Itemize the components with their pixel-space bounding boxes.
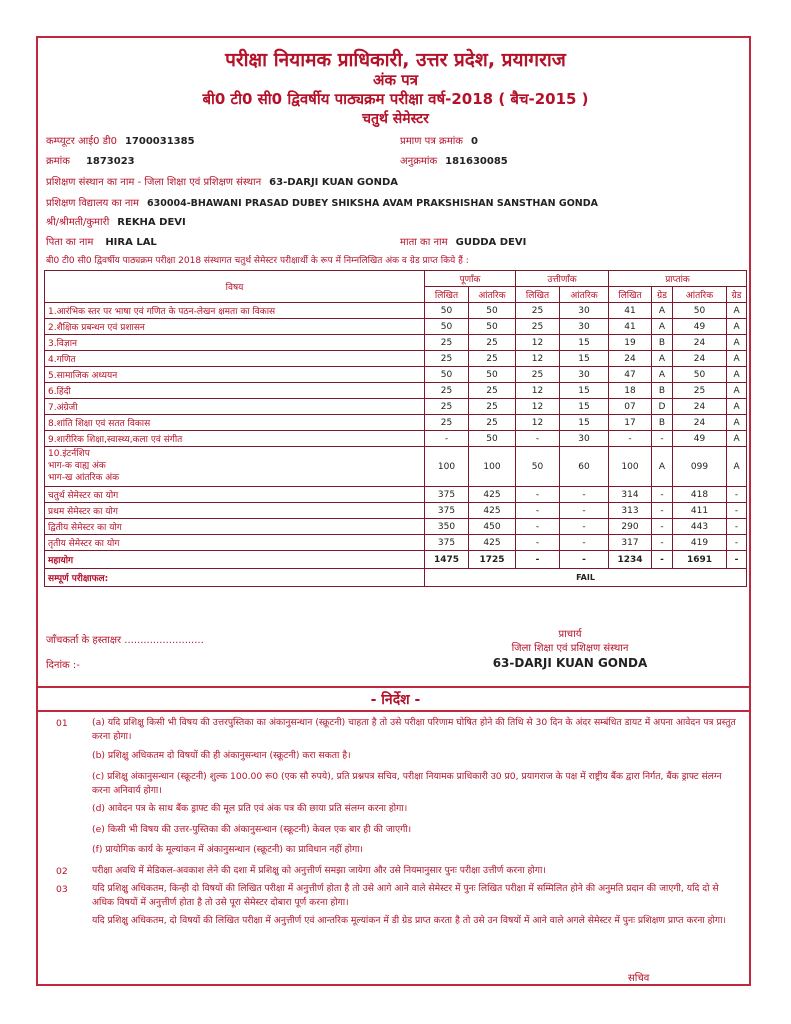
internship-subject: [45, 447, 425, 487]
mother-label: माता का नाम: [400, 237, 448, 248]
obtained-written: 313: [609, 503, 652, 519]
semester-total-label: द्वितीय सेमेस्टर का योग: [45, 519, 425, 535]
pass-written: 12: [516, 415, 560, 431]
name-value: REKHA DEVI: [117, 217, 186, 228]
internal-grade: A: [727, 399, 747, 415]
pass-internal: -: [560, 519, 609, 535]
instruction-2: परीक्षा अवधि में मेडिकल-अवकाश लेने की दशा में प्रशिक्षु को अनुत्तीर्ण समझा जायेगा और उसे नियमानुसार पुनः परीक्षा उत्तीर्ण करना होगा।: [92, 865, 546, 876]
date-label: दिनांक :-: [46, 660, 80, 671]
pass-written: 25: [516, 303, 560, 319]
obtained-internal-grade-header: ग्रेड: [727, 287, 747, 303]
pass-written: 12: [516, 383, 560, 399]
semester-total-row: [45, 503, 747, 519]
pass-written: -: [516, 431, 560, 447]
table-row: [45, 431, 747, 447]
subject-header: विषय: [45, 271, 425, 303]
pass-written: 25: [516, 367, 560, 383]
obtained-internal-header: आंतरिक: [673, 287, 727, 303]
instruction-1a: (a) यदि प्रशिक्षु किसी भी विषय की उत्तरपुस्तिका का अंकानुसन्धान (स्क्रूटनी) चाहता है तो उसे परीक्षा परिणाम घोषित होने की तिथि से 30 दिन के अंदर सम्बंधित डायट में अपना आवेदन पत्र प्रस्तुत करना होगा।: [92, 717, 736, 742]
full-internal: 25: [469, 415, 516, 431]
full-internal: 50: [469, 319, 516, 335]
authority-title: परीक्षा नियामक प्राधिकारी, उत्तर प्रदेश, प्रयागराज: [225, 49, 566, 71]
instruction-1c: (c) प्रशिक्षु अंकानुसन्धान (स्क्रूटनी) शुल्क 100.00 रू0 (एक सौ रुपये), प्रति प्रश्नपत्र सचिव, परीक्षा नियामक प्राधिकारी उ0 प्र0, प्रयागराज के पक्ष में राष्ट्रीय बैंक द्वारा निर्गत, बैंक ड्राफ्ट संलग्न करना अनिवार्य होगा।: [92, 771, 722, 796]
full-internal: 25: [469, 399, 516, 415]
pass-internal: 15: [560, 351, 609, 367]
internal-grade: A: [727, 335, 747, 351]
full-written: 25: [425, 383, 469, 399]
pass-internal: -: [560, 535, 609, 551]
full-internal: 25: [469, 383, 516, 399]
subject-name: 4.गणित: [45, 351, 425, 367]
subject-name: 5.सामाजिक अध्ययन: [45, 367, 425, 383]
name-label: श्री/श्रीमती/कुमारी: [46, 217, 110, 228]
table-row: [45, 351, 747, 367]
table-row: [45, 303, 747, 319]
table-row: [45, 399, 747, 415]
instruction-1d: (d) आवेदन पत्र के साथ बैंक ड्राफ्ट की मूल प्रति एवं अंक पत्र की छाया प्रति संलग्न करना होगा।: [92, 803, 408, 814]
table-row: [45, 415, 747, 431]
full-written: 25: [425, 335, 469, 351]
obtained-marks-header: प्राप्तांक: [609, 271, 747, 287]
written-grade: -: [652, 487, 673, 503]
result-label: सम्पूर्ण परीक्षाफल:: [45, 569, 425, 587]
pass-written: -: [516, 503, 560, 519]
internship-part-b: भाग-ख आंतरिक अंक: [48, 473, 120, 483]
internal-grade: A: [727, 383, 747, 399]
obtained-written: 100: [609, 447, 652, 487]
subject-name: 6.हिंदी: [45, 383, 425, 399]
semester-total-row: [45, 519, 747, 535]
pass-internal: -: [560, 503, 609, 519]
instruction-number-02: 02: [56, 866, 68, 877]
obtained-internal: 1691: [673, 551, 727, 569]
full-internal: 25: [469, 351, 516, 367]
pass-internal: 60: [560, 447, 609, 487]
instruction-1b: (b) प्रशिक्षु अधिकतम दो विषयों की ही अंकानुसन्धान (स्क्रूटनी) करा सकता है।: [92, 750, 351, 761]
full-written: 350: [425, 519, 469, 535]
written-grade: B: [652, 383, 673, 399]
internal-grade: A: [727, 415, 747, 431]
instruction-1f: (f) प्रायोगिक कार्य के मूल्यांकन में अंकानुसन्धान (स्क्रूटनी) का प्राविधान नहीं होगा।: [92, 844, 363, 855]
obtained-written-grade-header: ग्रेड: [652, 287, 673, 303]
table-row: [45, 383, 747, 399]
full-written: 25: [425, 351, 469, 367]
institute-value: 63-DARJI KUAN GONDA: [269, 177, 398, 188]
written-grade: -: [652, 431, 673, 447]
full-internal-header: आंतरिक: [469, 287, 516, 303]
pass-internal: 30: [560, 303, 609, 319]
subject-name: 8.शांति शिक्षा एवं सतत विकास: [45, 415, 425, 431]
mother-value: GUDDA DEVI: [455, 237, 527, 248]
instruction-number-01: 01: [56, 718, 68, 729]
secretary-label: सचिव: [628, 973, 650, 984]
roll-value: 181630085: [445, 156, 508, 167]
pass-written-header: लिखित: [516, 287, 560, 303]
computer-id-value: 1700031385: [124, 136, 195, 147]
obtained-written-header: लिखित: [609, 287, 652, 303]
pass-written: -: [516, 487, 560, 503]
checker-signature: जाँचकर्ता के हस्ताक्षर .........................: [46, 635, 204, 646]
full-written: 25: [425, 399, 469, 415]
subject-name: 9.शारीरिक शिक्षा,स्वास्थ्य,कला एवं संगीत: [45, 431, 425, 447]
obtained-internal: 50: [673, 303, 727, 319]
full-written: 1475: [425, 551, 469, 569]
internal-grade: A: [727, 447, 747, 487]
name-field: [46, 214, 186, 228]
pass-internal-header: आंतरिक: [560, 287, 609, 303]
obtained-internal: 24: [673, 415, 727, 431]
internal-grade: -: [727, 519, 747, 535]
semester-total-label: प्रथम सेमेस्टर का योग: [45, 503, 425, 519]
obtained-internal: 24: [673, 351, 727, 367]
full-internal: 1725: [469, 551, 516, 569]
obtained-written: 1234: [609, 551, 652, 569]
obtained-written: -: [609, 431, 652, 447]
full-internal: 100: [469, 447, 516, 487]
institute-field: [46, 174, 398, 188]
written-grade: -: [652, 519, 673, 535]
father-value: HIRA LAL: [105, 237, 157, 248]
full-internal: 25: [469, 335, 516, 351]
serial-value: 1873023: [85, 156, 135, 167]
pass-internal: 30: [560, 431, 609, 447]
pass-internal: -: [560, 551, 609, 569]
full-written: 375: [425, 487, 469, 503]
pass-marks-header: उत्तीर्णांक: [516, 271, 609, 287]
father-label: पिता का नाम: [46, 237, 94, 248]
full-written: 50: [425, 319, 469, 335]
full-written: 25: [425, 415, 469, 431]
semester-total-row: [45, 535, 747, 551]
result-statement: बी0 टी0 सी0 द्विवर्षीय पाठ्यक्रम परीक्षा 2018 संस्थागत चतुर्थ सेमेस्टर परीक्षार्थी के रूप में निम्नलिखित अंक व ग्रेड प्राप्त किये हैं :: [46, 256, 469, 266]
college-field: [46, 195, 598, 209]
college-value: 630004-BHAWANI PRASAD DUBEY SHIKSHA AVAM PRAKSHISHAN SANSTHAN GONDA: [147, 198, 598, 209]
table-row: [45, 367, 747, 383]
obtained-internal: 443: [673, 519, 727, 535]
marksheet-title: अंक पत्र: [372, 71, 418, 89]
institute-label: प्रशिक्षण संस्थान का नाम - जिला शिक्षा एवं प्रशिक्षण संस्थान: [46, 177, 262, 188]
full-internal: 425: [469, 503, 516, 519]
obtained-written: 314: [609, 487, 652, 503]
full-written-header: लिखित: [425, 287, 469, 303]
obtained-written: 41: [609, 319, 652, 335]
full-written: -: [425, 431, 469, 447]
certificate-no-label: प्रमाण पत्र क्रमांक: [400, 136, 463, 147]
written-grade: A: [652, 447, 673, 487]
full-internal: 50: [469, 431, 516, 447]
pass-written: 12: [516, 399, 560, 415]
written-grade: -: [652, 551, 673, 569]
table-row: [45, 319, 747, 335]
subject-name: 3.विज्ञान: [45, 335, 425, 351]
obtained-internal: 49: [673, 431, 727, 447]
instructions-title: - निर्देश -: [370, 692, 421, 708]
written-grade: -: [652, 535, 673, 551]
full-written: 50: [425, 303, 469, 319]
computer-id-field: [46, 133, 195, 147]
pass-written: 25: [516, 319, 560, 335]
written-grade: -: [652, 503, 673, 519]
obtained-internal: 50: [673, 367, 727, 383]
internship-part-a: भाग-क वाह्य अंक: [48, 461, 106, 471]
instruction-3a: यदि प्रशिक्षु अधिकतम, किन्ही दो विषयों की लिखित परीक्षा में अनुत्तीर्ण होता है तो उसे आगे आने वाले सेमेस्टर में पुनः लिखित परीक्षा में सम्मिलित होने की अनुमति प्रदान की जाएगी, यदि दो से अधिक विषयों में अनुत्तीर्ण होता है तो उसे पूरा सेमेस्टर दोबारा पूर्ण करना होगा।: [92, 883, 719, 908]
full-internal: 450: [469, 519, 516, 535]
obtained-internal: 411: [673, 503, 727, 519]
pass-internal: 15: [560, 415, 609, 431]
serial-field: [46, 153, 135, 167]
full-internal: 50: [469, 303, 516, 319]
grand-total-row: [45, 551, 747, 569]
semester-total-row: [45, 487, 747, 503]
written-grade: A: [652, 303, 673, 319]
obtained-internal: 24: [673, 335, 727, 351]
divider-top: [38, 686, 749, 688]
computer-id-label: कम्प्यूटर आई0 डी0: [46, 136, 117, 147]
obtained-internal: 419: [673, 535, 727, 551]
subject-name: 1.आरंभिक स्तर पर भाषा एवं गणित के पठन-लेखन क्षमता का विकास: [45, 303, 425, 319]
obtained-internal: 099: [673, 447, 727, 487]
internal-grade: A: [727, 431, 747, 447]
obtained-internal: 24: [673, 399, 727, 415]
obtained-internal: 25: [673, 383, 727, 399]
internal-grade: A: [727, 303, 747, 319]
semester-total-label: चतुर्थ सेमेस्टर का योग: [45, 487, 425, 503]
obtained-written: 18: [609, 383, 652, 399]
result-value: FAIL: [425, 569, 747, 587]
mother-field: [400, 234, 526, 248]
subject-rows: [45, 303, 747, 587]
instruction-3b: यदि प्रशिक्षु अधिकतम, दो विषयों की लिखित परीक्षा में अनुत्तीर्ण एवं आन्तरिक मूल्यांकन में डी ग्रेड प्राप्त करता है तो उसे उन विषयों में आने वाले अगले सेमेस्टर में पुनः प्रशिक्षण प्राप्त करना होगा।: [92, 915, 726, 926]
semester-total-label: तृतीय सेमेस्टर का योग: [45, 535, 425, 551]
full-written: 100: [425, 447, 469, 487]
semester-title: चतुर्थ सेमेस्टर: [362, 111, 429, 127]
principal-office: जिला शिक्षा एवं प्रशिक्षण संस्थान: [511, 643, 629, 654]
pass-written: 12: [516, 351, 560, 367]
roll-label: अनुक्रमांक: [400, 156, 438, 167]
pass-internal: 15: [560, 399, 609, 415]
exam-title: बी0 टी0 सी0 द्विवर्षीय पाठ्यक्रम परीक्षा वर्ष-2018 ( बैच-2015 ): [202, 90, 589, 108]
written-grade: A: [652, 367, 673, 383]
pass-internal: 15: [560, 335, 609, 351]
obtained-internal: 49: [673, 319, 727, 335]
pass-written: 50: [516, 447, 560, 487]
divider-bottom: [38, 710, 749, 712]
marks-table: [44, 270, 747, 587]
internal-grade: A: [727, 351, 747, 367]
internal-grade: -: [727, 535, 747, 551]
internal-grade: -: [727, 551, 747, 569]
college-label: प्रशिक्षण विद्यालय का नाम: [46, 198, 140, 209]
serial-label: क्रमांक: [46, 156, 70, 167]
obtained-written: 41: [609, 303, 652, 319]
pass-internal: -: [560, 487, 609, 503]
principal-place: 63-DARJI KUAN GONDA: [492, 656, 648, 670]
full-marks-header: पूर्णांक: [425, 271, 516, 287]
obtained-written: 317: [609, 535, 652, 551]
obtained-written: 24: [609, 351, 652, 367]
full-internal: 425: [469, 487, 516, 503]
result-row: [45, 569, 747, 587]
obtained-internal: 418: [673, 487, 727, 503]
internship-row: [45, 447, 747, 487]
grand-total-label: महायोग: [45, 551, 425, 569]
pass-written: -: [516, 519, 560, 535]
full-written: 375: [425, 503, 469, 519]
subject-name: 7.अंग्रेजी: [45, 399, 425, 415]
written-grade: A: [652, 319, 673, 335]
written-grade: B: [652, 415, 673, 431]
instruction-number-03: 03: [56, 884, 68, 895]
internal-grade: -: [727, 487, 747, 503]
certificate-no-field: [400, 133, 478, 147]
obtained-written: 07: [609, 399, 652, 415]
obtained-written: 47: [609, 367, 652, 383]
subject-name: 2.शैक्षिक प्रबन्धन एवं प्रशासन: [45, 319, 425, 335]
obtained-written: 290: [609, 519, 652, 535]
internal-grade: -: [727, 503, 747, 519]
pass-internal: 30: [560, 319, 609, 335]
internal-grade: A: [727, 319, 747, 335]
certificate-no-value: 0: [470, 136, 478, 147]
roll-field: [400, 153, 508, 167]
pass-written: -: [516, 535, 560, 551]
written-grade: D: [652, 399, 673, 415]
pass-written: -: [516, 551, 560, 569]
full-written: 50: [425, 367, 469, 383]
full-internal: 425: [469, 535, 516, 551]
table-row: [45, 335, 747, 351]
full-internal: 50: [469, 367, 516, 383]
obtained-written: 17: [609, 415, 652, 431]
written-grade: A: [652, 351, 673, 367]
pass-internal: 30: [560, 367, 609, 383]
internship-title: 10.इंटर्नशिप: [48, 449, 90, 459]
internal-grade: A: [727, 367, 747, 383]
obtained-written: 19: [609, 335, 652, 351]
written-grade: B: [652, 335, 673, 351]
full-written: 375: [425, 535, 469, 551]
father-field: [46, 234, 157, 248]
pass-internal: 15: [560, 383, 609, 399]
principal-label: प्राचार्य: [558, 629, 582, 640]
instruction-1e: (e) किसी भी विषय की उत्तर-पुस्तिका की अंकानुसन्धान (स्क्रूटनी) केवल एक बार ही की जाएगी।: [92, 824, 412, 835]
pass-written: 12: [516, 335, 560, 351]
